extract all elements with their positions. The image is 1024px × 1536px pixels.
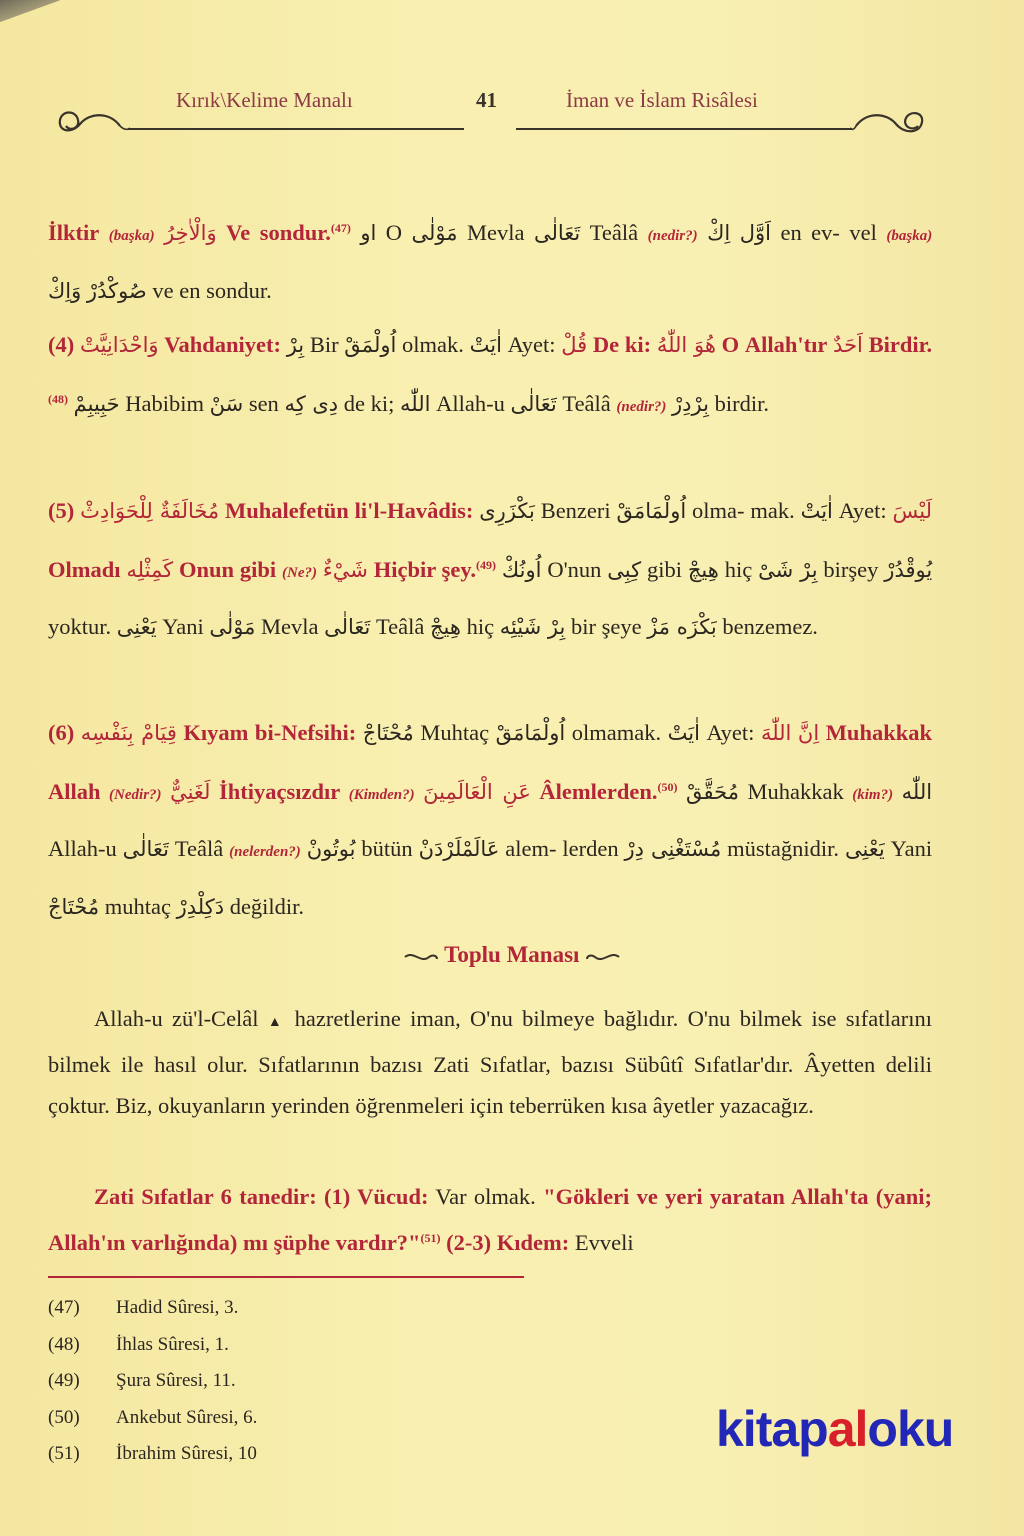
footnote-item: [48, 1400, 257, 1437]
header-right-title: İman ve İslam Risâlesi: [566, 88, 758, 112]
arabic-text: مُسْتَغْنِى دِرْ: [624, 837, 722, 862]
text-segment: sen: [248, 390, 279, 416]
paragraph-attributes-1: [48, 202, 932, 318]
text-segment: alem-: [505, 836, 557, 862]
header-left-title: Kırık\Kelime Manalı: [176, 88, 353, 112]
arabic-text: اُونُكْ: [501, 557, 542, 582]
text-segment: Ayet:: [838, 498, 887, 523]
footnote-rule: [48, 1276, 524, 1278]
arabic-text: اللّٰه: [400, 391, 431, 416]
text-segment: Evveli: [574, 1229, 634, 1255]
text-segment: yoktur.: [48, 614, 112, 640]
arabic-text: هِيچْ: [429, 615, 461, 640]
text-segment: (nelerden?): [229, 844, 301, 861]
text-segment: Muhalefetün li'l-Havâdis:: [225, 498, 474, 523]
text-segment: Allah-u: [436, 390, 505, 416]
text-segment: (nedir?): [616, 398, 667, 415]
footnote-ref: (51): [420, 1230, 441, 1245]
arabic-text: بَكْزَه مَزْ: [647, 615, 717, 640]
footnote-ref: (48): [48, 391, 68, 406]
arabic-text: اَوَّل: [739, 221, 771, 245]
arabic-text: كِبِى: [607, 557, 642, 582]
text-segment: (başka): [108, 228, 155, 244]
arabic-text: مُخَالَفَةٌ لِلْحَوَادِثْ: [80, 499, 220, 523]
footnote-text: İhlas Sûresi, 1.: [116, 1333, 229, 1355]
text-segment: olma-: [692, 498, 745, 523]
arabic-text: قِيَامْ بِنَفْسِه: [80, 721, 177, 745]
footnote-text: Şura Sûresi, 11.: [116, 1370, 236, 1391]
summary-paragraph: [48, 998, 932, 1127]
text-segment: (6): [48, 720, 75, 745]
text-segment: İhtiyaçsızdır: [218, 778, 341, 804]
logo-part: kitap: [716, 1401, 828, 1457]
text-segment: bütün: [361, 836, 413, 862]
arabic-text: او: [360, 221, 377, 245]
footnote-number: (50): [48, 1406, 80, 1428]
footnotes: [48, 1290, 257, 1473]
text-segment: Birdir.: [868, 332, 933, 357]
text-segment: Benzeri: [540, 498, 611, 523]
paragraph-muhalefet: [48, 484, 932, 655]
text-segment: O: [721, 332, 740, 357]
heading-ornament-left-icon: [403, 950, 439, 964]
text-segment: (kim?): [852, 786, 894, 803]
page-corner-shadow: [0, 0, 60, 22]
arabic-text: بِرْ: [286, 333, 305, 357]
arabic-text: تَعَالٰى: [533, 221, 581, 245]
arabic-text: لَيْسَ: [892, 499, 933, 523]
arabic-text: مَوْلٰى: [411, 221, 458, 245]
text-segment: değildir.: [229, 893, 305, 919]
section-title-text: Toplu Manası: [444, 942, 580, 967]
footnote-text: Ankebut Sûresi, 6.: [116, 1406, 258, 1428]
arabic-text: عَنِ الْعَالَمِينَ: [423, 779, 531, 804]
arabic-text: مُحْتَاجْ: [48, 894, 100, 919]
footnote-text: Hadid Sûresi, 3.: [116, 1297, 239, 1318]
text-segment: ve en sondur.: [152, 277, 272, 303]
footnote-text: İbrahim Sûresi, 10: [116, 1443, 257, 1464]
arabic-text: اٰيَتْ: [667, 721, 700, 745]
arabic-text: اُولْمَقْ: [344, 333, 397, 357]
text-segment: Hiçbir şey.: [373, 556, 477, 582]
arabic-text: اٰيَتْ: [469, 333, 502, 357]
paragraph-kiyam-bi-nefsihi: [48, 706, 932, 934]
text-segment: Ayet:: [507, 332, 556, 357]
arabic-text: هُوَ اللّٰهُ: [656, 333, 716, 357]
footnote-ref: (49): [476, 557, 497, 572]
text-segment: benzemez.: [722, 614, 818, 640]
text-segment: olmamak.: [571, 720, 662, 745]
text-segment: (1) Vücud:: [324, 1184, 429, 1209]
text-segment: olmak.: [402, 332, 464, 357]
text-segment: birşey: [823, 556, 879, 582]
footnote-item: [48, 1436, 257, 1473]
arabic-text: اللّٰهَ: [760, 721, 792, 745]
text-segment: Mevla: [260, 614, 319, 640]
text-segment: Bir: [309, 332, 339, 357]
arabic-text: يَعْنِى: [844, 837, 885, 862]
arabic-text: حَبِيبِمْ: [73, 391, 120, 416]
arabic-text: سَنْ: [209, 391, 244, 416]
text-segment: Teâlâ: [589, 220, 639, 245]
left-header-ornament: [50, 102, 130, 142]
footnote-item: [48, 1290, 257, 1327]
text-segment: O'nun: [547, 556, 602, 582]
text-segment: Onun gibi: [178, 556, 277, 582]
text-segment: Zati Sıfatlar 6 tanedir:: [94, 1184, 317, 1209]
arabic-text: قُلْ: [561, 333, 588, 357]
arabic-text: بُوتُونْ: [306, 837, 356, 862]
text-segment: birdir.: [714, 390, 769, 416]
honorific-icon: ▲: [267, 1015, 286, 1030]
quote-text: "Gökleri ve yeri yaratan Allah'ta (yani; Allah'ın varlığında) mı şüphe vardır?": [48, 1184, 933, 1255]
footnote-item: [48, 1363, 257, 1400]
footnote-number: (47): [48, 1297, 80, 1318]
text-segment: Allah'tır: [744, 332, 828, 357]
text-segment: (nedir?): [647, 228, 698, 244]
arabic-text: بِرْدِرْ: [672, 391, 709, 416]
text-segment: (5): [48, 498, 75, 523]
page-number: 41: [476, 88, 497, 112]
heading-ornament-right-icon: [585, 950, 621, 964]
arabic-text: اَحَدٌ: [833, 333, 863, 357]
header-rule-left: [128, 128, 464, 130]
text-segment: (Nedir?): [109, 786, 162, 803]
text-segment: hiç: [724, 556, 753, 582]
arabic-text: هِيچْ: [687, 557, 719, 582]
arabic-text: مَوْلٰى: [209, 615, 256, 640]
text-segment: Yani: [162, 614, 204, 640]
arabic-text: اِنَّ: [797, 721, 820, 745]
text-segment: (Ne?): [282, 564, 317, 581]
text-segment: Muhtaç: [420, 720, 490, 745]
arabic-text: يُوقْدُرْ: [884, 557, 933, 582]
text-segment: Ve sondur.: [226, 220, 331, 245]
text-segment: Teâlâ: [174, 836, 224, 862]
arabic-text: وَاِكْ: [48, 278, 82, 303]
text-segment: Kıyam bi-Nefsihi:: [183, 720, 357, 745]
text-segment: Ayet:: [706, 720, 755, 745]
text-segment: Âlemlerden.: [539, 778, 658, 804]
arabic-text: وَالْاٰخِرُ: [164, 221, 217, 245]
footnote-ref: (47): [330, 221, 351, 235]
arabic-text: دِى كِه: [284, 391, 339, 416]
text-segment: en ev-: [780, 220, 840, 245]
text-segment: Allah-u: [48, 836, 117, 862]
arabic-text: بِرْ شَيْئِه: [499, 615, 566, 640]
paragraph-vahdaniyet: [48, 318, 932, 434]
footnote-item: [48, 1327, 257, 1364]
arabic-text: بِرْ شَىْ: [758, 557, 818, 582]
footnote-number: (49): [48, 1370, 80, 1391]
text-segment: mak.: [750, 498, 795, 523]
text-segment: Olmadı: [48, 556, 121, 582]
text-segment: gibi: [646, 556, 682, 582]
arabic-text: لَغَنِيٌّ: [170, 779, 211, 804]
footnote-number: (51): [48, 1443, 80, 1464]
text-segment: (Kimden?): [348, 786, 415, 803]
header-rule-right: [516, 128, 852, 130]
logo-part: al: [827, 1401, 868, 1457]
arabic-text: شَيْءٌ: [322, 557, 368, 582]
arabic-text: كَمِثْلِه: [126, 557, 174, 582]
text-segment: De ki:: [592, 332, 652, 357]
footnote-number: (48): [48, 1333, 80, 1355]
text-segment: İlktir: [48, 220, 100, 245]
text-segment: (2-3) Kıdem:: [446, 1229, 570, 1255]
text-segment: bir şeye: [570, 614, 642, 640]
arabic-text: تَعَالٰى: [122, 837, 169, 862]
arabic-text: وَاحْدَانِيَّتْ: [79, 333, 159, 357]
text-segment: muhtaç: [104, 893, 171, 919]
arabic-text: اللّٰه: [901, 779, 933, 804]
arabic-text: دَكِلْدِرْ: [176, 894, 225, 919]
text-segment: Vahdaniyet:: [164, 332, 281, 357]
footnote-ref: (50): [657, 779, 678, 794]
text-segment: (başka): [886, 228, 933, 244]
text-segment: (4): [48, 332, 75, 357]
text-segment: lerden: [562, 836, 619, 862]
arabic-text: اِكْ: [707, 221, 731, 245]
arabic-text: تَعَالٰى: [324, 615, 371, 640]
arabic-text: عَالَمْلَرْدَنْ: [418, 837, 500, 862]
text-segment: müstağnidir.: [727, 836, 840, 862]
zati-sifatlar-paragraph: [48, 1176, 932, 1263]
text-segment: hiç: [466, 614, 495, 640]
arabic-text: مُحَقَّقْ: [686, 779, 739, 804]
text-segment: Mevla: [467, 220, 525, 245]
text-segment: Habibim: [125, 390, 204, 416]
text-segment: Teâlâ: [562, 390, 611, 416]
text-segment: hazretlerine iman, O'nu bilmeye bağlıdır. O'nu bilmek ise sıfatlarını bilmek ile hasıl olur. Sıfatlarının bazısı Zati Sıfatlar, bazısı Sübûtî Sıfatlar'dır. Âyetten delili çoktur. Biz, okuyanların yerinden öğrenmeleri için teberrüken kısa âyetler yazacağız.: [48, 1006, 932, 1118]
text-segment: O: [385, 220, 403, 245]
text-segment: vel: [849, 220, 877, 245]
arabic-text: مُحْتَاجْ: [362, 721, 414, 745]
right-header-ornament: [850, 102, 934, 142]
text-segment: Muhakkak Allah: [48, 720, 932, 804]
arabic-text: اٰيَتْ: [800, 499, 833, 523]
text-segment: Allah-u zü'l-Celâl: [94, 1006, 259, 1031]
text-segment: Yani: [890, 836, 933, 862]
arabic-text: تَعَالٰى: [510, 391, 557, 416]
text-segment: Muhakkak: [747, 778, 844, 804]
arabic-text: بَكْزَرِى: [479, 499, 535, 523]
text-segment: Teâlâ: [375, 614, 425, 640]
text-segment: Var olmak.: [435, 1184, 536, 1209]
arabic-text: صُوكْدُرْ: [86, 278, 147, 303]
text-segment: de ki;: [343, 390, 395, 416]
arabic-text: يَعْنِى: [116, 615, 157, 640]
section-heading: [0, 942, 1024, 968]
logo-part: oku: [867, 1401, 954, 1457]
arabic-text: اُولْمَامَقْ: [616, 499, 687, 523]
kitapaloku-logo: [716, 1400, 953, 1458]
arabic-text: اُولْمَامَقْ: [495, 721, 566, 745]
